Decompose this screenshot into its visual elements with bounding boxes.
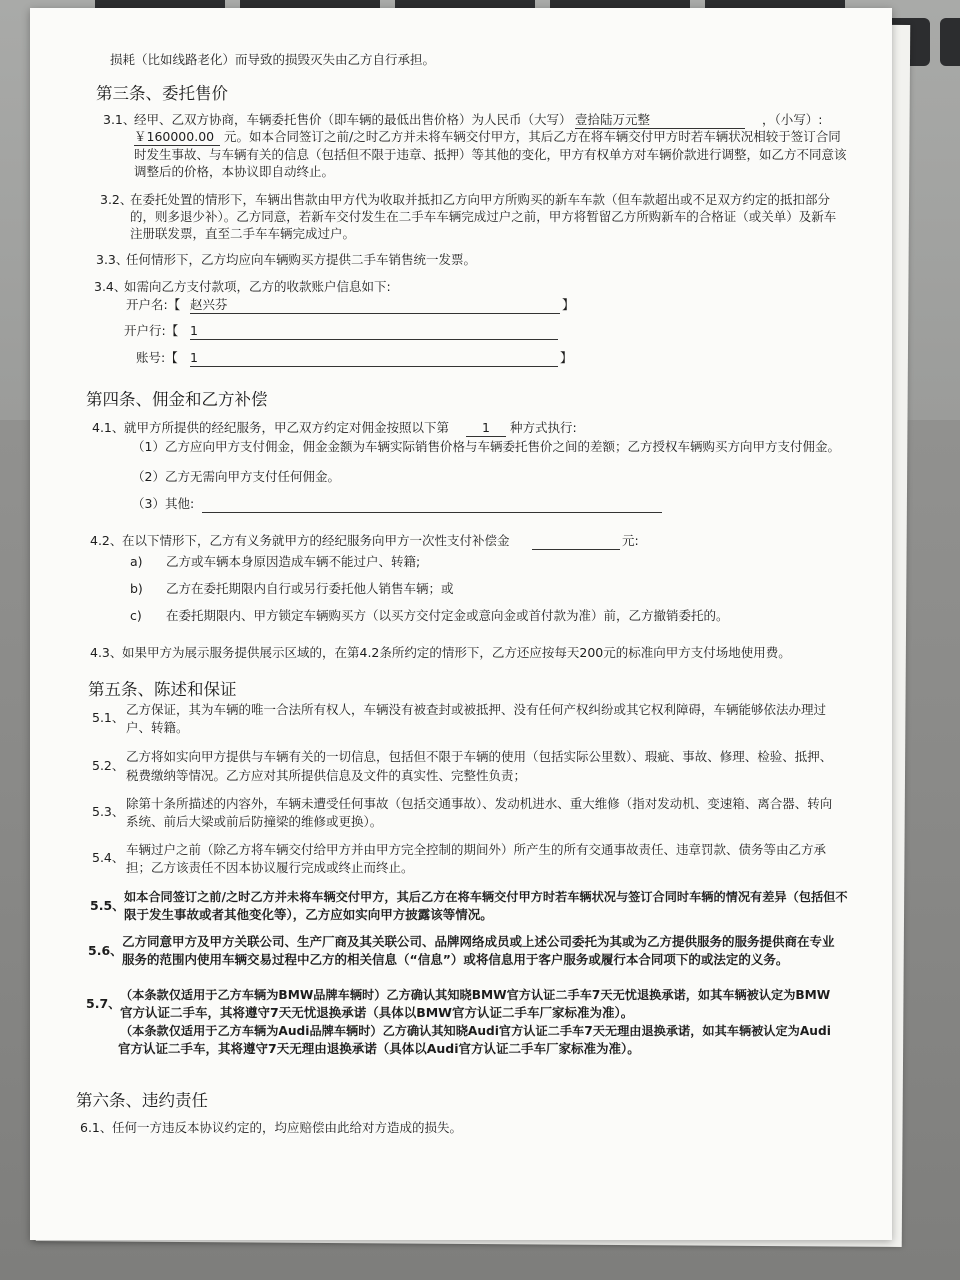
clause-3-3-number: 3.3、 — [96, 252, 129, 267]
clause-5-4-line1: 车辆过户之前（除乙方将车辆交付给甲方并由甲方完全控制的期间外）所产生的所有交通事故责任、违章罚款、债务等由乙方承 — [126, 842, 827, 857]
clause-4-1-number: 4.1、 — [92, 420, 125, 435]
clause-3-4-line1: 如需向乙方支付款项，乙方的收款账户信息如下: — [124, 279, 391, 294]
clause-5-7-line1: （本条款仅适用于乙方车辆为BMW品牌车辆时）乙方确认其知晓BMW官方认证二手车7天无忧退换承诺，如其车辆被认定为BMW — [120, 988, 831, 1002]
clause-3-2-number: 3.2、 — [100, 192, 133, 207]
clause-3-1-number: 3.1、 — [103, 112, 136, 127]
clause-5-1-line2: 户、转籍。 — [126, 720, 189, 735]
clause-5-5-line1: 如本合同签订之前/之时乙方并未将车辆交付甲方，其后乙方在将车辆交付甲方时若车辆状况与签订合同时车辆的情况有差异（包括但不 — [124, 890, 848, 904]
clause-3-1-line1: 经甲、乙双方协商，车辆委托售价（即车辆的最低出售价格）为人民币（大写） — [134, 112, 572, 127]
clause-5-4-number: 5.4、 — [92, 850, 125, 865]
clause-4-2-tail: 元: — [622, 533, 639, 548]
clause-5-2-line2: 税费缴纳等情况。乙方应对其所提供信息及文件的真实性、完整性负责； — [126, 768, 527, 783]
clause-4-2-number: 4.2、 — [90, 533, 123, 548]
item-b-text: 乙方在委托期限内自行或另行委托他人销售车辆；或 — [166, 581, 454, 596]
section-6-title: 第六条、违约责任 — [76, 1091, 208, 1110]
clause-4-1-tail: 种方式执行: — [510, 420, 577, 435]
clause-3-2-line2: 的，则多退少补）。乙方同意，若新车交付发生在二手车车辆完成过户之前，甲方将暂留乙方所购新车的合格证（或关单）及新车 — [130, 209, 837, 224]
clause-5-4-line2: 担；乙方该责任不因本协议履行完成或终止而终止。 — [126, 860, 414, 875]
clause-6-1-number: 6.1、 — [80, 1120, 113, 1135]
clause-5-1-line1: 乙方保证，其为车辆的唯一合法所有权人，车辆没有被查封或被抵押、没有任何产权纠纷或其它权利障碍，车辆能够依法办理过 — [126, 702, 827, 717]
option-3-label: （3）其他: — [132, 496, 195, 511]
item-c-text: 在委托期限内、甲方锁定车辆购买方（以买方交付定金或意向金或首付款为准）前，乙方撤销委托的。 — [166, 608, 729, 623]
account-number-label: 账号:【 — [136, 350, 178, 365]
clause-5-2-number: 5.2、 — [92, 758, 125, 773]
clause-5-6-line1: 乙方同意甲方及甲方关联公司、生产厂商及其关联公司、品牌网络成员或上述公司委托为其或为乙方提供服务的服务提供商在专业 — [122, 934, 835, 949]
clause-4-3-line1: 如果甲方为展示服务提供展示区域的，在第4.2条所约定的情形下，乙方还应按每天200元的标准向甲方支付场地使用费。 — [122, 645, 791, 660]
clause-5-6-number: 5.6、 — [88, 943, 123, 958]
item-b-label: b) — [130, 581, 143, 596]
price-in-words: 壹拾陆万元整 — [575, 112, 745, 129]
clause-6-1-line1: 任何一方违反本协议约定的，均应赔偿由此给对方造成的损失。 — [112, 1120, 463, 1135]
item-a-text: 乙方或车辆本身原因造成车辆不能过户、转籍; — [166, 554, 421, 569]
small-label: ，（小写）: — [762, 112, 823, 127]
top-line: 损耗（比如线路老化）而导致的损毁灭失由乙方自行承担。 — [110, 52, 436, 67]
price-amount: ￥160000.00 — [134, 129, 220, 146]
clause-4-2-line1: 在以下情形下，乙方有义务就甲方的经纪服务向甲方一次性支付补偿金 — [122, 533, 510, 548]
item-a-label: a) — [130, 554, 143, 569]
clause-4-3-number: 4.3、 — [90, 645, 123, 660]
commission-option-choice: 1 — [466, 420, 506, 437]
clause-5-3-number: 5.3、 — [92, 804, 125, 819]
clause-3-2-line3: 注册联发票，直至二手车车辆完成过户。 — [130, 226, 356, 241]
section-5-title: 第五条、陈述和保证 — [88, 680, 237, 699]
clause-5-7-number: 5.7、 — [86, 996, 121, 1011]
keyboard-key — [940, 18, 960, 66]
clause-5-7-line4: 官方认证二手车，其将遵守7天无理由退换承诺（具体以Audi官方认证二手车厂家标准为准）。 — [118, 1041, 640, 1056]
option-3-blank — [202, 496, 662, 513]
bracket-close: 】 — [562, 297, 575, 312]
clause-5-6-line2: 服务的范围内使用车辆交易过程中乙方的相关信息（“信息”）或将信息用于客户服务或履行本合同项下的或法定的义务。 — [122, 952, 789, 967]
clause-5-2-line1: 乙方将如实向甲方提供与车辆有关的一切信息，包括但不限于车辆的使用（包括实际公里数）、瑕疵、事故、修理、检验、抵押、 — [126, 749, 833, 764]
account-name-value: 赵兴芬 — [190, 297, 560, 314]
clause-3-1-line4: 调整后的价格，本协议即自动终止。 — [134, 164, 335, 179]
clause-5-7-line2: 官方认证二手车，其将遵守7天无忧退换承诺（具体以BMW官方认证二手车厂家标准为准）。 — [120, 1005, 634, 1020]
section-3-title: 第三条、委托售价 — [96, 84, 228, 103]
option-2: （2）乙方无需向甲方支付任何佣金。 — [132, 469, 340, 484]
bracket-close: 】 — [560, 350, 573, 365]
account-name-label: 开户名:【 — [126, 297, 181, 312]
account-number-value: 1 — [190, 350, 558, 367]
clause-5-5-line2: 限于发生事故或者其他变化等），乙方应如实向甲方披露该等情况。 — [124, 907, 493, 922]
clause-4-1-line1: 就甲方所提供的经纪服务，甲乙双方约定对佣金按照以下第 — [124, 420, 450, 435]
compensation-amount-blank — [532, 533, 620, 550]
clause-5-3-line2: 系统、前后大梁或前后防撞梁的维修或更换）。 — [126, 814, 383, 829]
clause-5-1-number: 5.1、 — [92, 710, 125, 725]
bank-label: 开户行:【 — [124, 323, 179, 338]
item-c-label: c) — [130, 608, 142, 623]
clause-3-3-line1: 任何情形下，乙方均应向车辆购买方提供二手车销售统一发票。 — [126, 252, 477, 267]
clause-5-5-number: 5.5、 — [90, 898, 125, 913]
clause-3-4-number: 3.4、 — [94, 279, 127, 294]
bank-value: 1 — [190, 323, 558, 340]
clause-3-1-line2: 元。如本合同签订之前/之时乙方并未将车辆交付甲方，其后乙方在将车辆交付甲方时若车辆状况相较于签订合同 — [224, 129, 841, 144]
clause-3-1-line3: 时发生事故、与车辆有关的信息（包括但不限于违章、抵押）等其他的变化，甲方有权单方对车辆价款进行调整，如乙方不同意该 — [134, 147, 847, 162]
section-4-title: 第四条、佣金和乙方补偿 — [86, 390, 268, 409]
contract-page — [30, 8, 892, 1240]
clause-5-3-line1: 除第十条所描述的内容外，车辆未遭受任何事故（包括交通事故）、发动机进水、重大维修（指对发动机、变速箱、离合器、转向 — [126, 796, 833, 811]
clause-5-7-line3: （本条款仅适用于乙方车辆为Audi品牌车辆时）乙方确认其知晓Audi官方认证二手车7天无理由退换承诺，如其车辆被认定为Audi — [120, 1024, 831, 1038]
option-1: （1）乙方应向甲方支付佣金，佣金金额为车辆实际销售价格与车辆委托售价之间的差额；乙方授权车辆购买方向甲方支付佣金。 — [132, 439, 840, 454]
clause-3-2-line1: 在委托处置的情形下，车辆出售款由甲方代为收取并抵扣乙方向甲方所购买的新车车款（但车款超出或不足双方约定的抵扣部分 — [130, 192, 831, 207]
